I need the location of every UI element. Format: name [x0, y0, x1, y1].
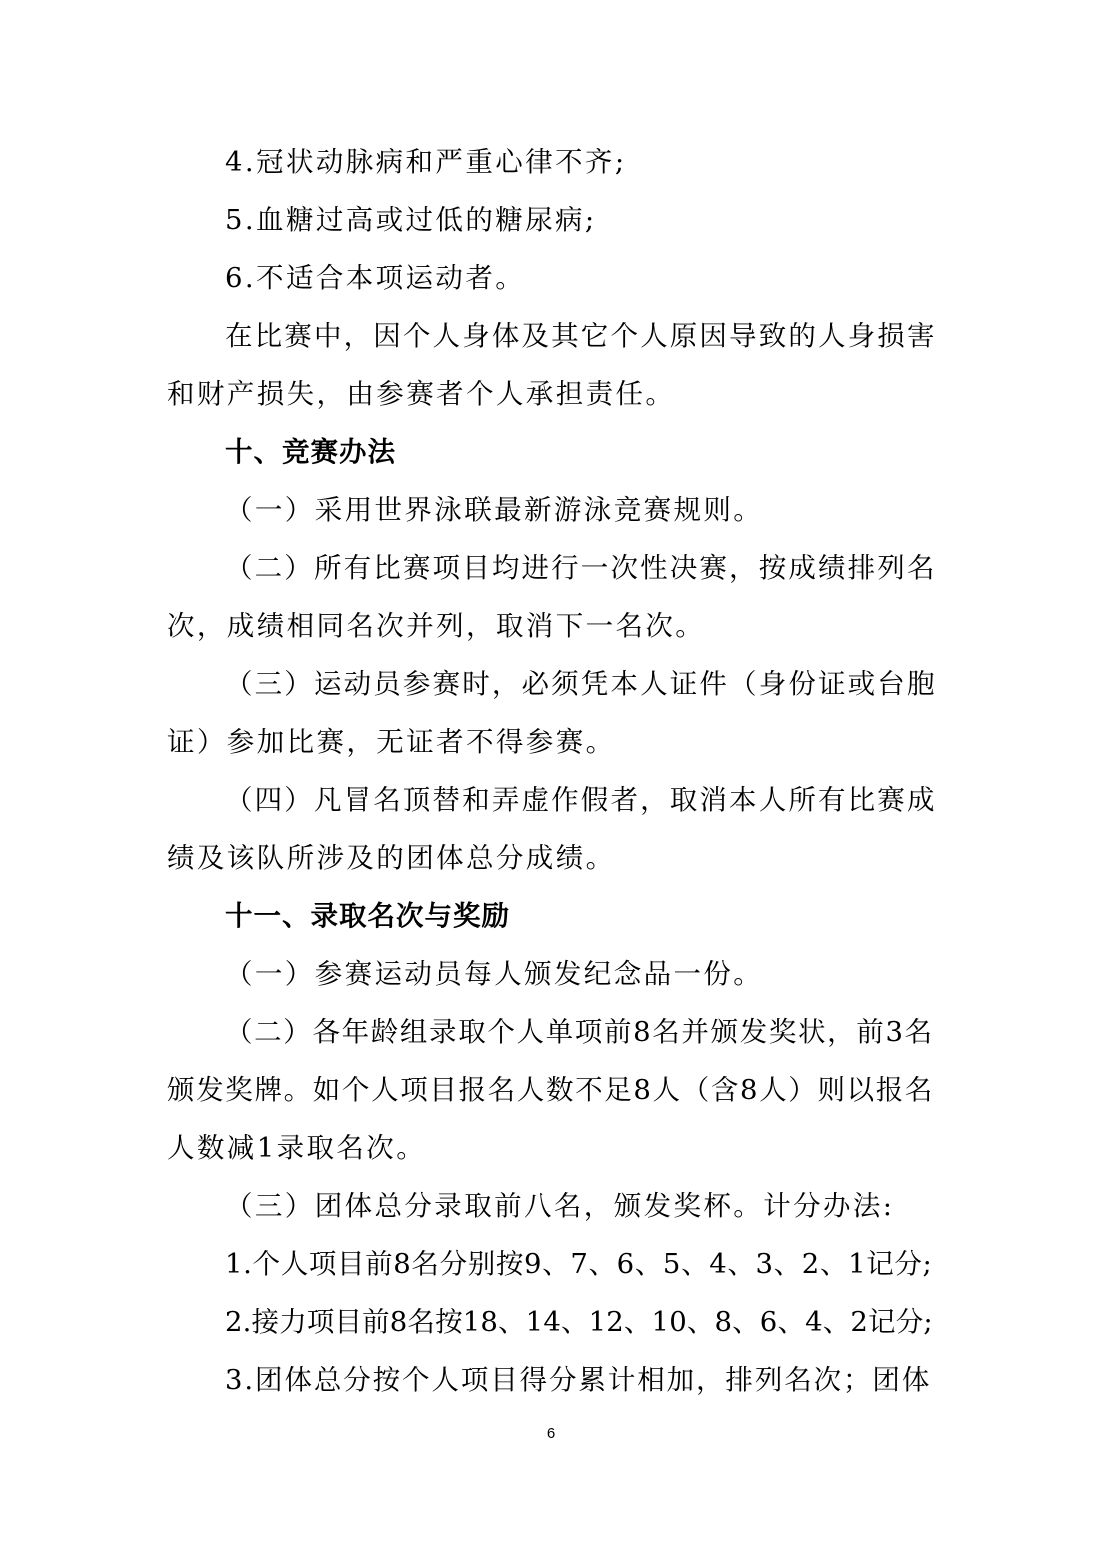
text-line: 绩及该队所涉及的团体总分成绩。	[167, 842, 616, 874]
text-line: （一）采用世界泳联最新游泳竞赛规则。	[225, 494, 764, 526]
text-line: 证）参加比赛，无证者不得参赛。	[167, 726, 616, 758]
text-line: （三）团体总分录取前八名，颁发奖杯。计分办法:	[225, 1190, 895, 1222]
section-heading: 十一、录取名次与奖励	[225, 900, 510, 932]
text-line: 颁发奖牌。如个人项目报名人数不足8人（含8人）则以报名	[167, 1074, 935, 1106]
text-line: 3.团体总分按个人项目得分累计相加，排列名次；团体	[225, 1364, 932, 1396]
page-number: 6	[546, 1425, 556, 1442]
text-line: 1.个人项目前8名分别按9、7、6、5、4、3、2、1记分;	[225, 1248, 933, 1280]
text-line: 4.冠状动脉病和严重心律不齐;	[225, 146, 627, 178]
text-line: （二）所有比赛项目均进行一次性决赛，按成绩排列名	[225, 552, 937, 584]
document-body	[167, 133, 937, 1409]
section-heading: 十、竞赛办法	[225, 436, 396, 468]
text-line: 2.接力项目前8名按18、14、12、10、8、6、4、2记分;	[225, 1306, 933, 1338]
text-line: （四）凡冒名顶替和弄虚作假者，取消本人所有比赛成	[225, 784, 937, 816]
text-line: 和财产损失，由参赛者个人承担责任。	[167, 378, 676, 410]
text-line: 次，成绩相同名次并列，取消下一名次。	[167, 610, 706, 642]
text-line: （一）参赛运动员每人颁发纪念品一份。	[225, 958, 764, 990]
text-line: （三）运动员参赛时，必须凭本人证件（身份证或台胞	[225, 668, 937, 700]
text-line: 6.不适合本项运动者。	[225, 262, 526, 294]
text-line: 5.血糖过高或过低的糖尿病;	[225, 204, 597, 236]
text-line: 人数减1录取名次。	[167, 1132, 427, 1164]
text-line: （二）各年龄组录取个人单项前8名并颁发奖状，前3名	[225, 1016, 934, 1048]
text-line: 在比赛中，因个人身体及其它个人原因导致的人身损害	[225, 320, 937, 352]
